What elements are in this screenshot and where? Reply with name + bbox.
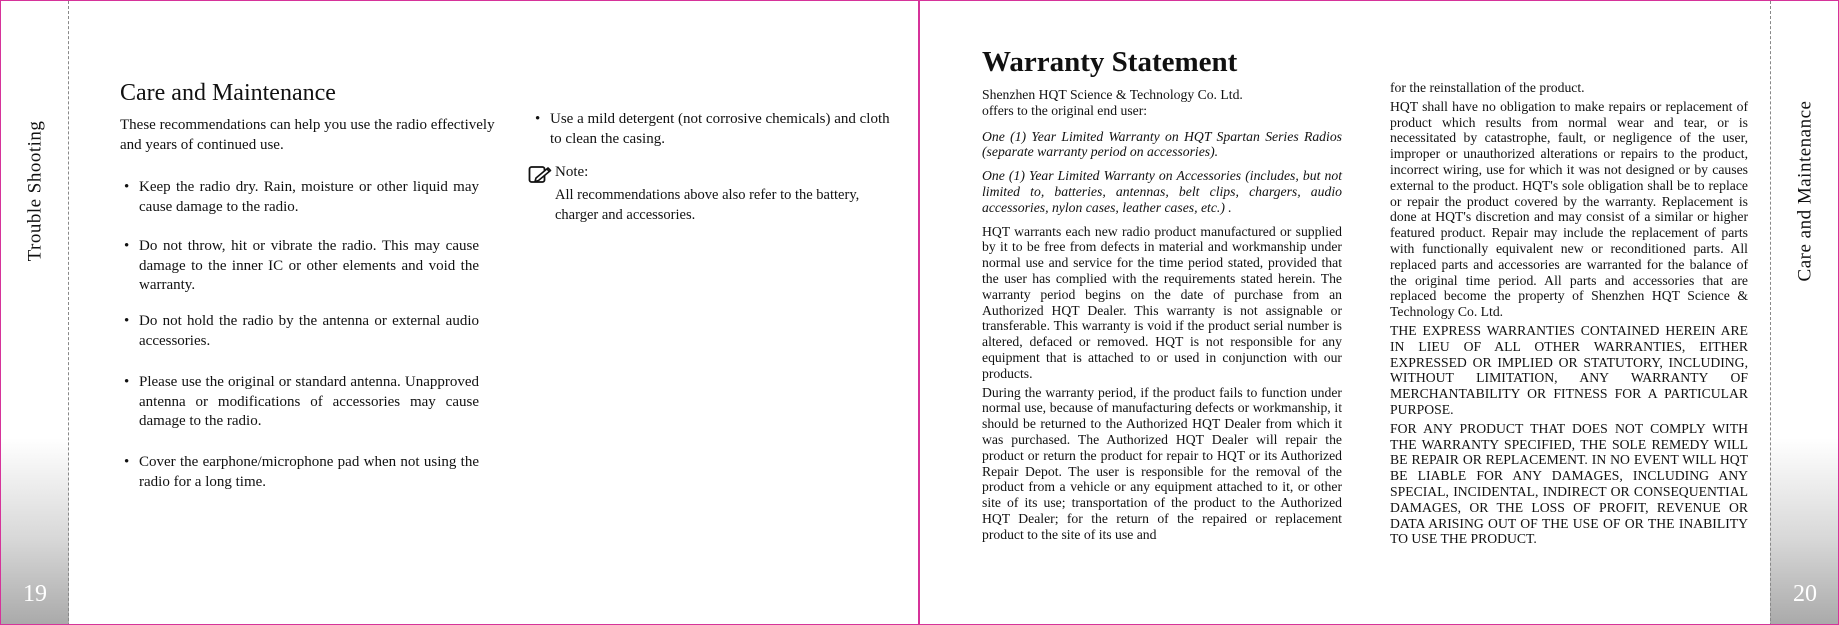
care-bullet-text: Keep the radio dry. Rain, moisture or other liquid may cause damage to the radio. <box>139 179 479 215</box>
note-text: All recommendations above also refer to the battery, charger and accessories. <box>555 187 860 223</box>
care-bullet <box>531 110 891 149</box>
care-bullet-text: Do not throw, hit or vibrate the radio. This may cause damage to the inner IC or other elements and void the warranty. <box>139 238 479 293</box>
warranty-column-1 <box>982 87 1342 546</box>
note-pen-icon <box>528 165 552 185</box>
left-tab-title <box>1 41 69 341</box>
care-bullet <box>120 312 479 351</box>
care-intro: These recommendations can help you use the radio effectively and years of continued use. <box>120 117 495 153</box>
warranty-accessories-term: One (1) Year Limited Warranty on Accessories (includes, but not limited to, batteries, antennas, belt clips, chargers, audio accessories, nylon cases, leather cases, etc.) . <box>982 168 1342 215</box>
page-number-right: 20 <box>1793 581 1817 607</box>
warranty-limitation: FOR ANY PRODUCT THAT DOES NOT COMPLY WITH THE WARRANTY SPECIFIED, THE SOLE REMEDY WILL BE REPAIR OR REPLACEMENT. IN NO EVENT WILL HQT BE LIABLE FOR ANY DAMAGES, INCLUDING ANY SPECIAL, INCIDENTAL, INDIRECT OR CONSEQUENTIAL DAMAGES, OR THE LOSS OF PROFIT, REVENUE OR DATA ARISING OUT OF THE USE OF OR THE INABILITY TO USE THE PRODUCT. <box>1390 420 1748 547</box>
right-side-tab <box>1770 1 1838 625</box>
care-bullet-text: Use a mild detergent (not corrosive chemicals) and cloth to clean the casing. <box>550 111 890 147</box>
care-bullet <box>120 453 479 492</box>
care-bullet <box>120 237 479 296</box>
left-page <box>0 0 919 625</box>
bullet-dot: • <box>124 238 130 254</box>
bullet-dot: • <box>124 454 130 470</box>
warranty-column-2 <box>1390 80 1748 550</box>
right-tab-title-text: Care and Maintenance <box>1794 100 1816 282</box>
bullet-dot: • <box>124 313 130 329</box>
note-label: Note: <box>555 164 589 180</box>
left-side-tab <box>1 1 69 625</box>
left-tab-title-text: Trouble Shooting <box>24 120 46 262</box>
care-bullet <box>120 178 479 217</box>
warranty-paragraph: HQT shall have no obligation to make repairs or replacement of product which results from normal wear and tear, or is necessitated by catastrophe, fault, or negligence of the user, improper or unauthorized alterations or repairs to the product, incorrect wiring, use for which it was not designed or by causes external to the product. HQT's sole obligation shall be to replace or repair the product covered by the warranty. Replacement is done at HQT's discretion and may consist of a similar or higher featured product. Repair may include the replacement of parts with functionally equivalent new or reconditioned parts. All replaced parts and accessories are warranted for the balance of the original time period. All parts and accessories that are replaced become the property of Shenzhen HQT Science & Technology Co. Ltd. <box>1390 98 1748 320</box>
warranty-company-block <box>982 87 1342 119</box>
bullet-dot: • <box>124 179 130 195</box>
care-bullet-text: Cover the earphone/microphone pad when not using the radio for a long time. <box>139 454 479 490</box>
care-bullet-text: Do not hold the radio by the antenna or external audio accessories. <box>139 313 479 349</box>
right-tab-title <box>1771 41 1839 341</box>
care-bullet-text: Please use the original or standard antenna. Unapproved antenna or modifications of accessories may cause damage to the radio. <box>139 374 479 429</box>
warranty-disclaimer: THE EXPRESS WARRANTIES CONTAINED HEREIN ARE IN LIEU OF ALL OTHER WARRANTIES, EITHER EXPRESSED OR IMPLIED OR STATUTORY, INCLUDING, WITHOUT LIMITATION, ANY WARRANTY OF MERCHANTABILITY OR FITNESS FOR A PARTICULAR PURPOSE. <box>1390 322 1748 417</box>
warranty-company: Shenzhen HQT Science & Technology Co. Ltd. <box>982 87 1243 102</box>
warranty-paragraph: for the reinstallation of the product. <box>1390 80 1585 95</box>
warranty-offer-line: offers to the original end user: <box>982 102 1148 118</box>
warranty-paragraph: HQT warrants each new radio product manufactured or supplied by it to be free from defects in material and workmanship under normal use and service for the time period stated, provided that the user has complied with the requirements stated herein. The warranty period begins on the date of purchase from an Authorized HQT Dealer. This warranty is not assignable or transferable. This warranty is void if the product serial number is altered, defaced or removed. HQT is not responsible for any equipment that is attached to or used in conjunction with our products. <box>982 223 1342 381</box>
warranty-paragraph: During the warranty period, if the product fails to function under normal use, because of manufacturing defects or workmanship, it should be returned to the Authorized HQT Dealer from which it was purchased. The Authorized HQT Dealer will repair the product or return the product for repair to HQT or its Authorized Repair Depot. The user is responsible for the removal of the product from a vehicle or any equipment attached to it, or other site of its use; transportation of the product to the Authorized HQT Dealer; for the return of the repaired or replacement product to the site of its use and <box>982 384 1342 542</box>
care-bullet <box>120 373 479 432</box>
care-title: Care and Maintenance <box>120 80 336 106</box>
warranty-radios-term: One (1) Year Limited Warranty on HQT Spartan Series Radios (separate warranty period on accessories). <box>982 128 1342 160</box>
page-number-left: 19 <box>23 581 47 607</box>
bullet-dot: • <box>535 111 541 127</box>
warranty-title: Warranty Statement <box>982 46 1238 78</box>
bullet-dot: • <box>124 374 130 390</box>
